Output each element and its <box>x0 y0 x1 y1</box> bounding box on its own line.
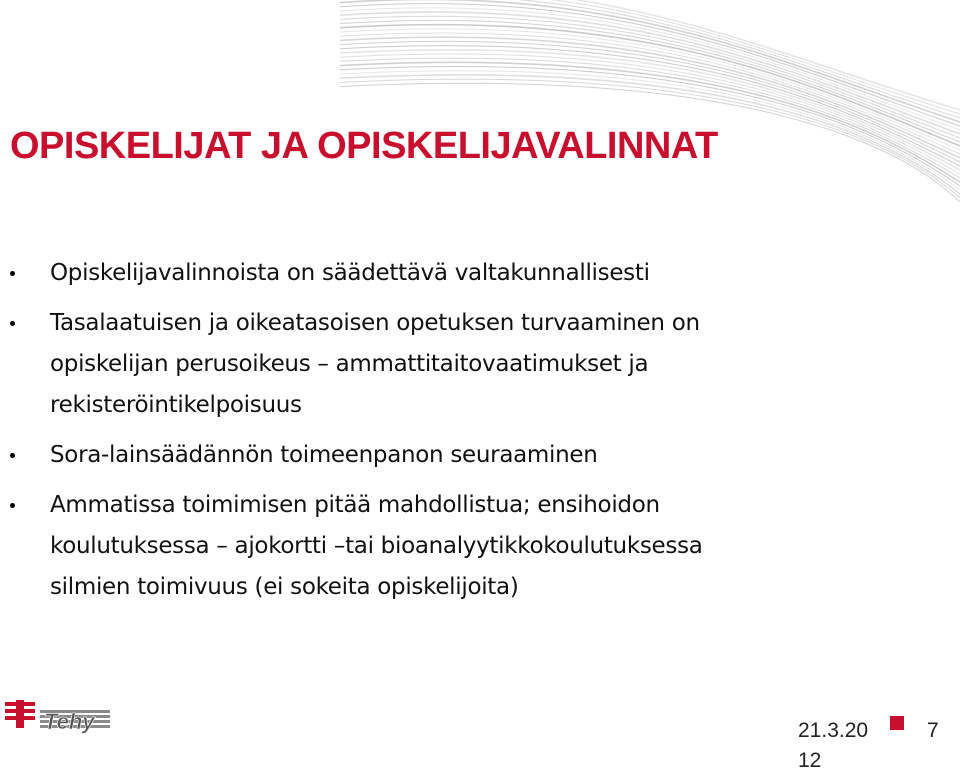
bullet-dot-icon <box>10 271 15 276</box>
bullet-item <box>0 303 900 426</box>
bullet-dot-icon <box>10 503 15 508</box>
bullet-item <box>0 435 900 476</box>
bullet-dot-icon <box>10 321 15 326</box>
bullet-line: Ammatissa toimimisen pitää mahdollistua; ensihoidon <box>50 492 660 518</box>
bullet-item <box>0 485 900 608</box>
bullet-line: koulutuksessa – ajokortti –tai bioanalyytikkokoulutuksessa <box>50 533 703 559</box>
bullet-dot-icon <box>10 453 15 458</box>
swoosh-line <box>340 8 960 130</box>
logo-text: Tehy <box>44 709 95 734</box>
bullet-line: silmien toimivuus (ei sokeita opiskelijoita) <box>50 574 519 600</box>
footer-date: 21.3.2012 <box>798 719 869 772</box>
bullet-list <box>0 253 900 617</box>
bullet-item <box>0 253 900 294</box>
slide-title: OPISKELIJAT JA OPISKELIJAVALINNAT <box>10 125 718 167</box>
bullet-line: rekisteröintikelpoisuus <box>50 392 302 418</box>
footer-square-icon <box>890 716 904 730</box>
swoosh-line <box>340 0 960 122</box>
bullet-line: Sora-lainsäädännön toimeenpanon seuraaminen <box>50 442 598 468</box>
tehy-logo-icon <box>2 700 114 736</box>
swoosh-lines-icon <box>340 0 960 210</box>
page-number: 7 <box>927 719 939 742</box>
bullet-line: Tasalaatuisen ja oikeatasoisen opetuksen turvaaminen on <box>50 310 700 336</box>
bullet-line: opiskelijan perusoikeus – ammattitaitovaatimukset ja <box>50 351 649 377</box>
bullet-line: Opiskelijavalinnoista on säädettävä valtakunnallisesti <box>50 260 650 286</box>
